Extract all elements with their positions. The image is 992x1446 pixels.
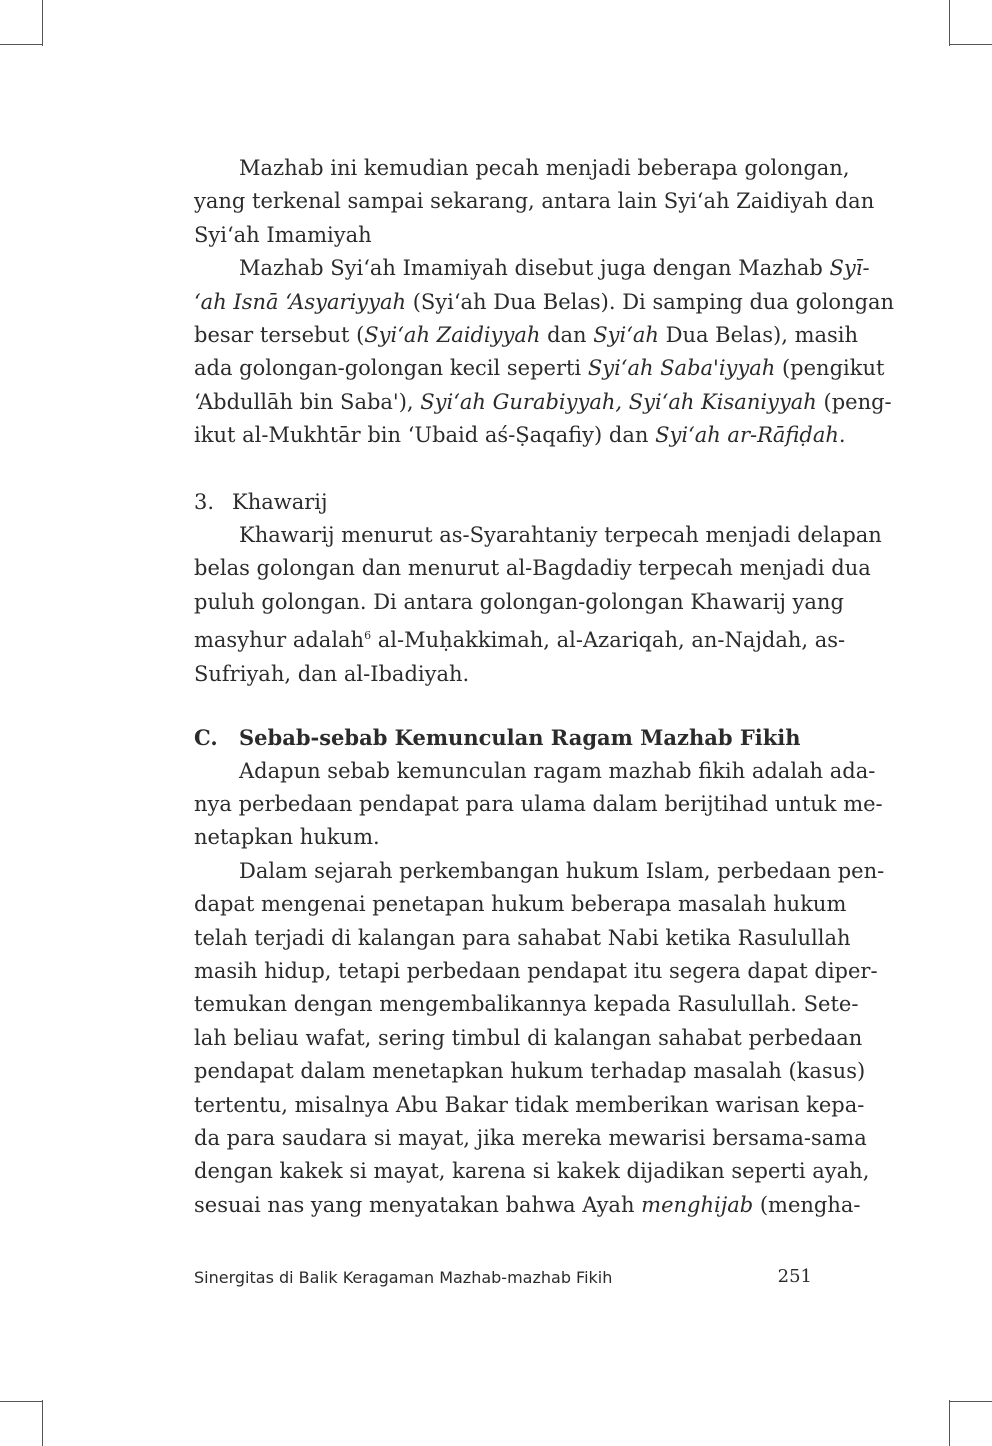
italic-run: Syiʻah Saba'iyyah	[587, 356, 776, 381]
page-footer	[194, 1266, 812, 1294]
text-run: (Syiʻah Dua Belas). Di samping dua golongan	[406, 289, 895, 314]
spacer	[194, 453, 812, 486]
section-title: Sebab-sebab Kemunculan Ragam Mazhab Fikih	[239, 725, 801, 751]
list-number: 3.	[194, 489, 215, 514]
text-line: nya perbedaan pendapat para ulama dalam berijtihad untuk me-	[194, 791, 883, 816]
text-line: pendapat dalam menetapkan hukum terhadap masalah (kasus)	[194, 1059, 866, 1084]
spacer	[194, 691, 812, 721]
text-line: da para saudara si mayat, jika mereka mewarisi bersama-sama	[194, 1125, 867, 1150]
text-line: dengan kakek si mayat, karena si kakek dijadikan seperti ayah,	[194, 1159, 870, 1184]
text-run: ʻAbdullāh bin Saba'),	[194, 389, 421, 414]
text-line: temukan dengan mengembalikannya kepada Rasulullah. Sete-	[194, 992, 859, 1017]
italic-run: Syī-	[829, 256, 870, 281]
text-run: .	[838, 423, 846, 448]
footnote-marker[interactable]: 6	[364, 629, 372, 643]
text-line: netapkan hukum.	[194, 825, 380, 850]
text-line	[194, 386, 892, 419]
text-line	[194, 319, 859, 352]
text-line: Sufriyah, dan al-Ibadiyah.	[194, 661, 470, 686]
running-title: Sinergitas di Balik Keragaman Mazhab-mazhab Fikih	[194, 1268, 613, 1287]
text-line: Dalam sejarah perkembangan hukum Islam, perbedaan pen-	[239, 858, 885, 883]
paragraph-1	[194, 152, 875, 252]
list-item-heading	[194, 486, 812, 519]
text-run: dan	[540, 323, 594, 348]
text-run: (mengha-	[753, 1192, 861, 1217]
text-line	[194, 619, 846, 657]
paragraph-2	[194, 252, 895, 452]
italic-run: Syiʻah	[593, 323, 659, 348]
text-run: (pengikut	[775, 356, 885, 381]
text-run: Dua Belas), masih	[658, 323, 859, 348]
italic-run: Syiʻah Gurabiyyah, Syiʻah Kisaniyyah	[420, 389, 817, 414]
text-line: Khawarij menurut as-Syarahtaniy terpecah menjadi delapan	[239, 523, 882, 548]
text-line	[194, 286, 895, 319]
text-line: Adapun sebab kemunculan ragam mazhab fikih adalah ada-	[239, 758, 876, 783]
text-run: Mazhab Syiʻah Imamiyah disebut juga dengan Mazhab	[239, 256, 830, 281]
crop-mark-top-right-v	[949, 0, 950, 46]
crop-mark-top-left-h	[0, 44, 42, 45]
text-line	[194, 352, 885, 385]
text-line: puluh golongan. Di antara golongan-golongan Khawarij yang	[194, 589, 844, 614]
italic-run: Syiʻah ar-Rāfiḍah	[655, 423, 839, 448]
text-line: lah beliau wafat, sering timbul di kalangan sahabat perbedaan	[194, 1025, 863, 1050]
text-run: al-Muḥakkimah, al-Azariqah, an-Najdah, as-	[371, 628, 846, 653]
text-line: yang terkenal sampai sekarang, antara lain Syiʻah Zaidiyah dan	[194, 189, 875, 214]
text-line: Syiʻah Imamiyah	[194, 222, 372, 247]
section-letter: C.	[194, 725, 218, 751]
list-title: Khawarij	[232, 489, 328, 514]
text-line: Mazhab ini kemudian pecah menjadi beberapa golongan,	[239, 156, 850, 180]
text-run: ada golongan-golongan kecil seperti	[194, 356, 588, 381]
crop-mark-bottom-right-h	[950, 1401, 992, 1402]
text-line: tertentu, misalnya Abu Bakar tidak memberikan warisan kepa-	[194, 1092, 865, 1117]
text-line: masih hidup, tetapi perbedaan pendapat itu segera dapat diper-	[194, 958, 878, 983]
crop-mark-bottom-left-v	[42, 1400, 43, 1446]
text-run: sesuai nas yang menyatakan bahwa Ayah	[194, 1192, 642, 1217]
text-line: belas golongan dan menurut al-Bagdadiy terpecah menjadi dua	[194, 556, 871, 581]
page-body	[194, 152, 895, 1222]
page-number: 251	[777, 1266, 812, 1287]
text-line	[194, 252, 870, 285]
crop-mark-top-left-v	[42, 0, 43, 46]
text-line: telah terjadi di kalangan para sahabat Nabi ketika Rasulullah	[194, 925, 851, 950]
text-run: (peng-	[816, 389, 892, 414]
text-line	[194, 419, 846, 452]
section-c	[194, 721, 885, 1222]
text-run: ikut al-Mukhtār bin ʻUbaid aś-Ṣaqafiy) dan	[194, 423, 656, 448]
italic-run: menghijab	[641, 1192, 754, 1217]
text-line: dapat mengenai penetapan hukum beberapa masalah hukum	[194, 892, 847, 917]
italic-run: Syiʻah Zaidiyyah	[364, 323, 541, 348]
text-run: masyhur adalah	[194, 628, 365, 653]
text-line	[194, 1189, 861, 1222]
text-run: besar tersebut (	[194, 323, 365, 348]
crop-mark-bottom-right-v	[949, 1400, 950, 1446]
section-heading	[194, 721, 812, 754]
crop-mark-bottom-left-h	[0, 1401, 42, 1402]
italic-run: ʻah Isnā ʻAsyariyyah	[194, 289, 407, 314]
crop-mark-top-right-h	[950, 44, 992, 45]
list-item-3	[194, 486, 882, 691]
